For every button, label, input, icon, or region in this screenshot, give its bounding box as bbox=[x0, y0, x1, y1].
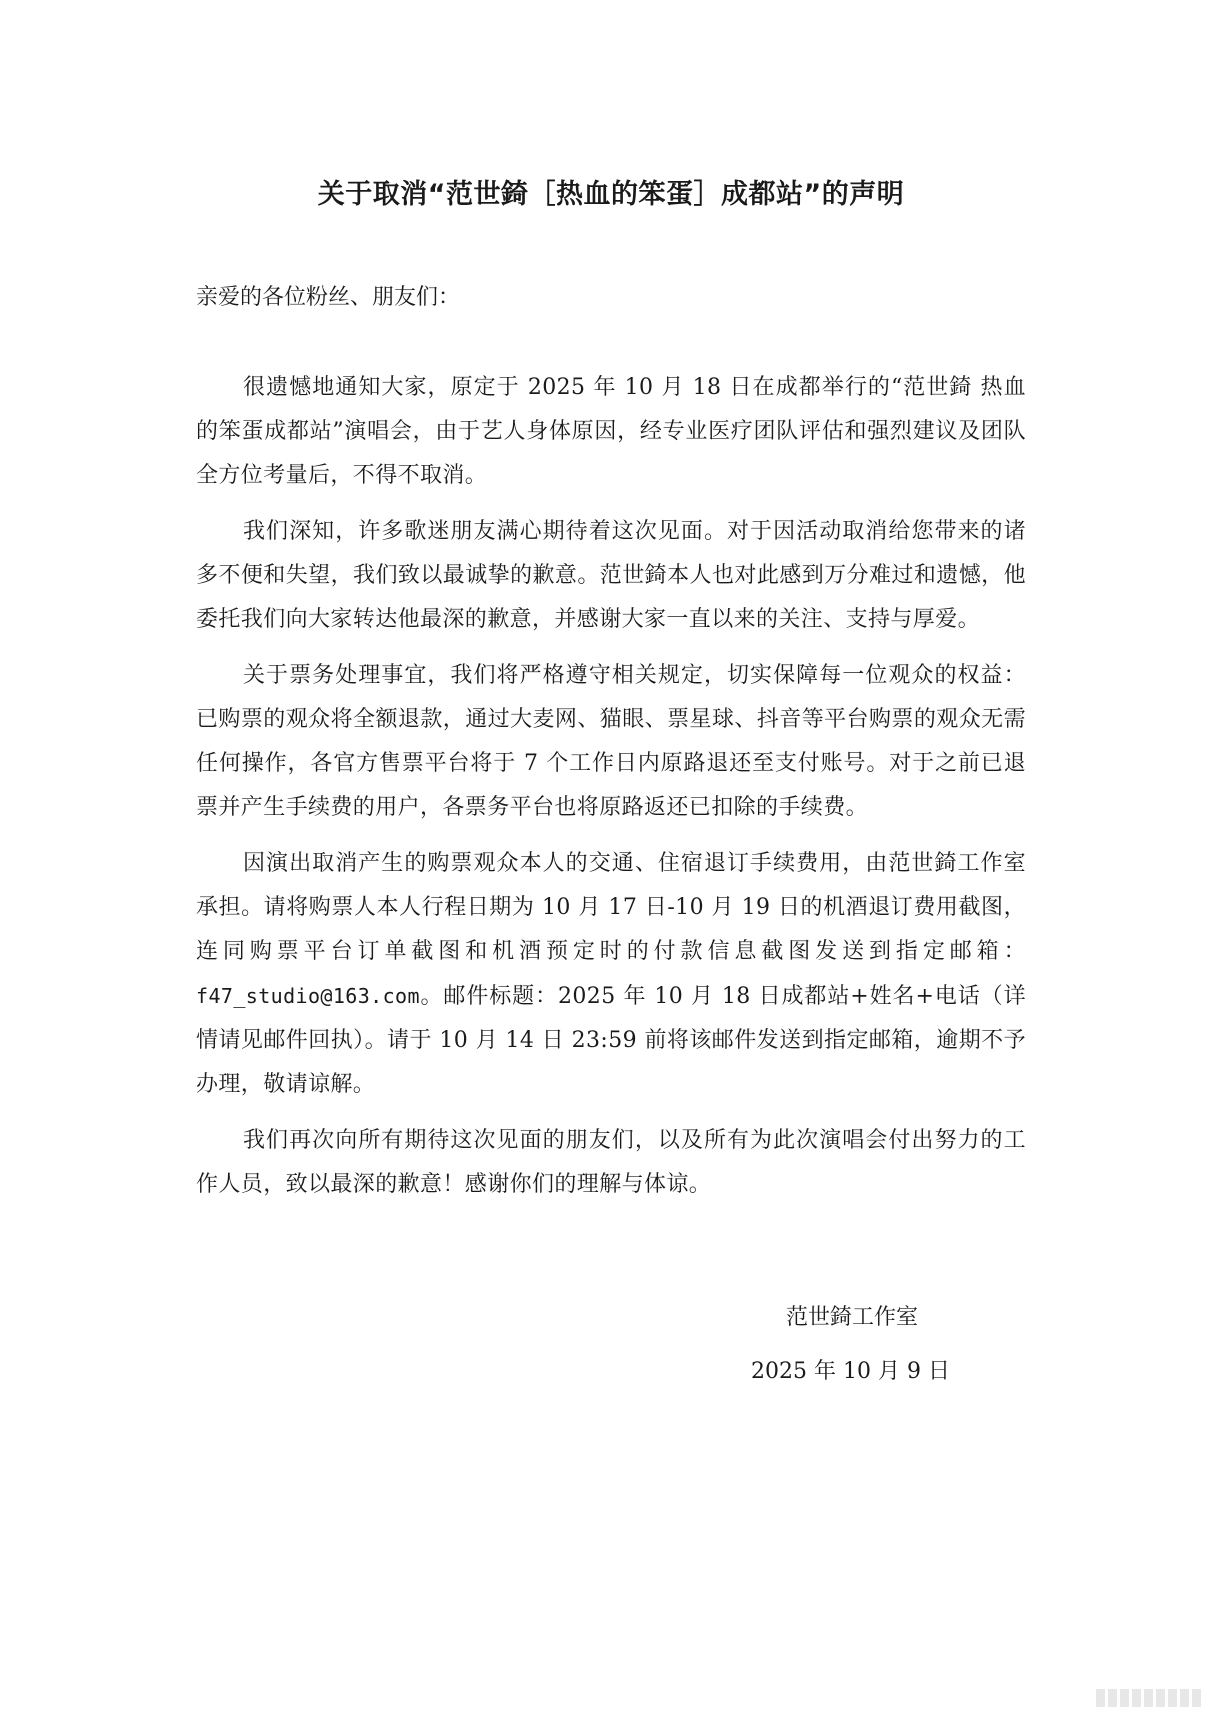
signature-organization: 范世錡工作室 bbox=[786, 1305, 919, 1330]
paragraph-cancellation: 很遗憾地通知大家，原定于 2025 年 10 月 18 日在成都举行的“范世錡 热血的笨蛋成都站”演唱会，由于艺人身体原因，经专业医疗团队评估和强烈建议及团队全方位考量后，不得不取消。 bbox=[196, 375, 1026, 488]
signature-block bbox=[0, 1303, 1222, 1403]
paragraph-compensation bbox=[196, 842, 1026, 1107]
paragraph-refund: 关于票务处理事宜，我们将严格遵守相关规定，切实保障每一位观众的权益：已购票的观众将全额退款，通过大麦网、猫眼、票星球、抖音等平台购票的观众无需任何操作，各官方售票平台将于 7 个工作日内原路退还至支付账号。对于之前已退票并产生手续费的用户，各票务平台也将原路返还已扣除的手续费。 bbox=[196, 663, 1026, 820]
compensation-text-before: 因演出取消产生的购票观众本人的交通、住宿退订手续费用，由范世錡工作室承担。请将购票人本人行程日期为 10 月 17 日-10 月 19 日的机酒退订费用截图，连同购票平台订单截图和机酒预定时的付款信息截图发送到指定邮箱： bbox=[196, 851, 1026, 964]
statement-body bbox=[196, 366, 1026, 1219]
paragraph-apology: 我们深知，许多歌迷朋友满心期待着这次见面。对于因活动取消给您带来的诸多不便和失望，我们致以最诚挚的歉意。范世錡本人也对此感到万分难过和遗憾，他委托我们向大家转达他最深的歉意，并感谢大家一直以来的关注、支持与厚爱。 bbox=[196, 519, 1026, 632]
paragraph-closing: 我们再次向所有期待这次见面的朋友们，以及所有为此次演唱会付出努力的工作人员，致以最深的歉意！感谢你们的理解与体谅。 bbox=[196, 1128, 1026, 1197]
email-address: f47_studio@163.com bbox=[196, 984, 420, 1008]
watermark-icon bbox=[1096, 1686, 1216, 1710]
signature-date: 2025 年 10 月 9 日 bbox=[751, 1359, 950, 1384]
statement-title: 关于取消“范世錡［热血的笨蛋］成都站”的声明 bbox=[317, 179, 905, 210]
compensation-text-after: 。邮件标题：2025 年 10 月 18 日成都站+姓名+电话（详情请见邮件回执）。请于 10 月 14 日 23:59 前将该邮件发送到指定邮箱，逾期不予办理，敬请谅解。 bbox=[196, 984, 1026, 1097]
greeting: 亲爱的各位粉丝、朋友们： bbox=[196, 285, 461, 310]
